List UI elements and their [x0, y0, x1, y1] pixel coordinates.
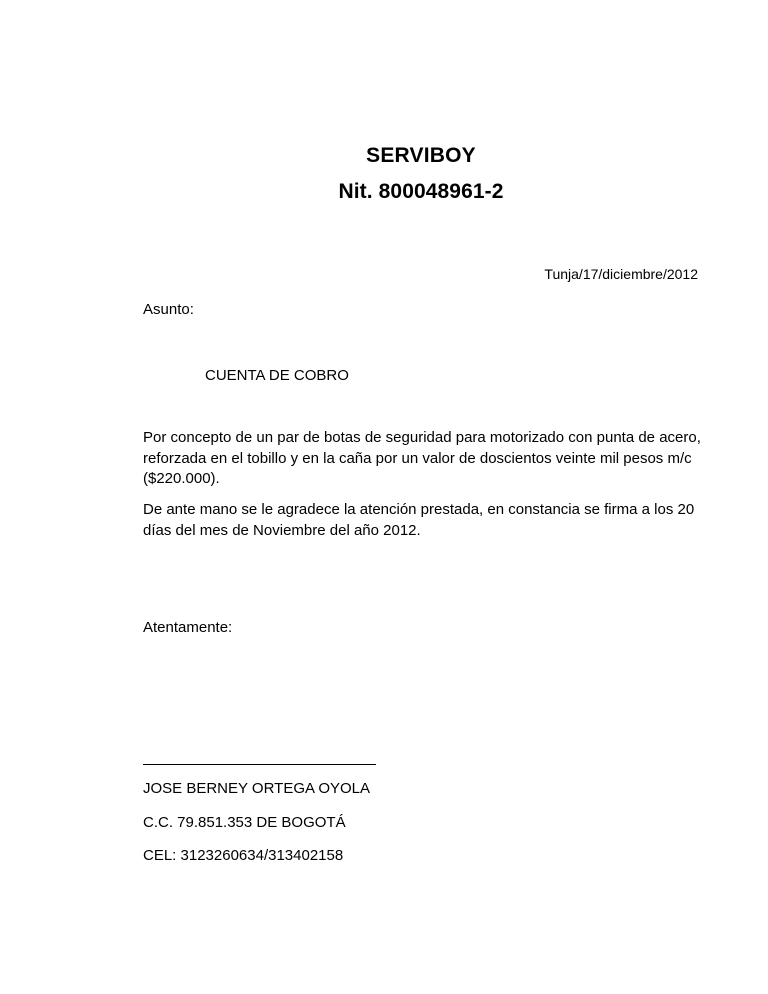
- company-name: SERVIBOY: [366, 144, 476, 167]
- subject-label: Asunto:: [143, 301, 194, 318]
- letter-date: Tunja/17/diciembre/2012: [544, 266, 698, 282]
- signer-phone: CEL: 3123260634/313402158: [143, 847, 344, 864]
- closing-text: Atentamente:: [143, 619, 233, 636]
- body-paragraph-2: De ante mano se le agradece la atención prestada, en constancia se firma a los 20 días del mes de Noviembre del año 2012.: [143, 501, 695, 539]
- subject-value: CUENTA DE COBRO: [205, 367, 349, 384]
- company-nit: Nit. 800048961-2: [338, 180, 504, 203]
- body-paragraph-1: Por concepto de un par de botas de seguridad para motorizado con punta de acero, reforzada en el tobillo y en la caña por un valor de doscientos veinte mil pesos m/c ($220.000).: [143, 429, 701, 487]
- signer-name: JOSE BERNEY ORTEGA OYOLA: [143, 780, 371, 797]
- signature-line: [143, 764, 376, 765]
- signer-id: C.C. 79.851.353 DE BOGOTÁ: [143, 814, 346, 831]
